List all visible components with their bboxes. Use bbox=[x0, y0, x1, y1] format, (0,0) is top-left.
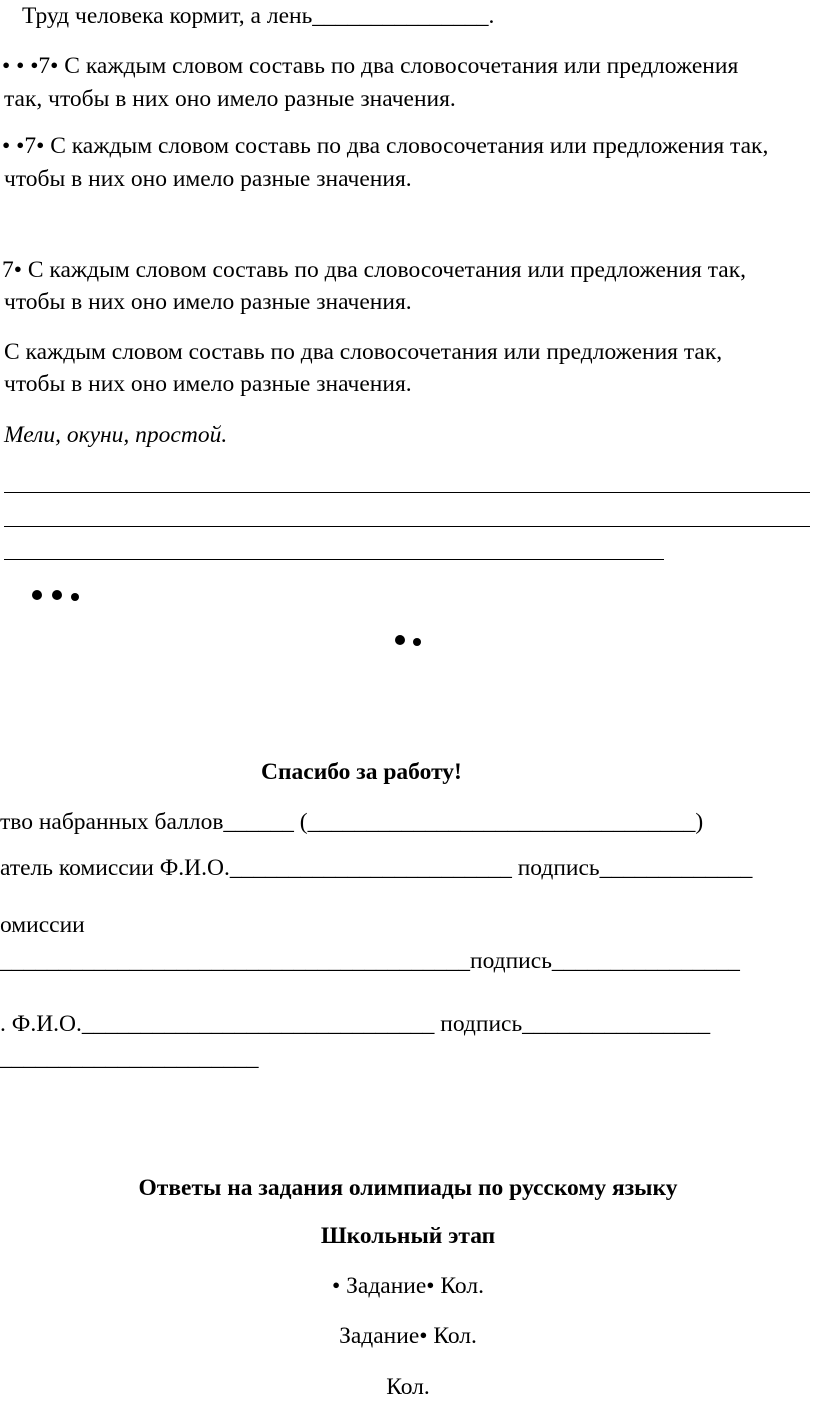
task-7-words: Мели, окуни, простой. bbox=[4, 422, 228, 448]
members-label: омиссии bbox=[0, 912, 85, 938]
bullet-dot bbox=[413, 638, 421, 646]
task-7-instruction-a bbox=[2, 51, 738, 81]
task-7-d-line2: чтобы в них оно имело разные значения. bbox=[4, 371, 412, 397]
bullet-dot bbox=[52, 590, 62, 600]
bullet-dot bbox=[395, 635, 405, 645]
answer-line-3 bbox=[4, 559, 664, 560]
answers-title: Ответы на задания олимпиады по русскому языку bbox=[138, 1175, 678, 1201]
answers-row-1: • Задание• Кол. bbox=[332, 1273, 484, 1299]
task-7-c-marker: 7• bbox=[2, 257, 22, 283]
score-line: тво набранных баллов______ (_________________________________) bbox=[0, 809, 704, 835]
extra-signature-line: ______________________ bbox=[0, 1045, 259, 1071]
task-7-instruction-c bbox=[2, 255, 746, 285]
answers-stage: Школьный этап bbox=[320, 1223, 496, 1249]
members-signature-line: ________________________________________подпись________________ bbox=[0, 948, 740, 974]
task-7-b-marker: • •7• bbox=[2, 133, 45, 159]
answers-row-3: Кол. bbox=[386, 1374, 430, 1400]
task-7-a-marker: • • •7• bbox=[2, 53, 59, 79]
bullet-dot bbox=[32, 590, 42, 600]
answers-row-2: Задание• Кол. bbox=[339, 1323, 477, 1349]
task-7-b-line1: С каждым словом составь по два словосочетания или предложения так, bbox=[50, 133, 769, 159]
bullet-dot bbox=[71, 593, 79, 601]
task-7-a-line1: С каждым словом составь по два словосочетания или предложения bbox=[64, 53, 739, 79]
task-7-c-line1: С каждым словом составь по два словосочетания или предложения так, bbox=[27, 257, 746, 283]
task-7-b-line2: чтобы в них оно имело разные значения. bbox=[4, 166, 412, 192]
chair-signature-line: атель комиссии Ф.И.О.________________________ подпись_____________ bbox=[0, 855, 753, 881]
task-7-c-line2: чтобы в них оно имело разные значения. bbox=[4, 289, 412, 315]
proverb-line: Труд человека кормит, а лень_______________. bbox=[22, 3, 495, 29]
answer-line-1 bbox=[4, 492, 810, 493]
answer-line-2 bbox=[4, 526, 810, 527]
task-7-instruction-b bbox=[2, 131, 768, 161]
task-7-d-line1: С каждым словом составь по два словосочетания или предложения так, bbox=[4, 339, 723, 365]
thanks-heading: Спасибо за работу! bbox=[261, 759, 462, 785]
task-7-a-line2: так, чтобы в них оно имело разные значения. bbox=[4, 86, 456, 112]
fio-signature-line: . Ф.И.О.______________________________ подпись________________ bbox=[0, 1011, 711, 1037]
